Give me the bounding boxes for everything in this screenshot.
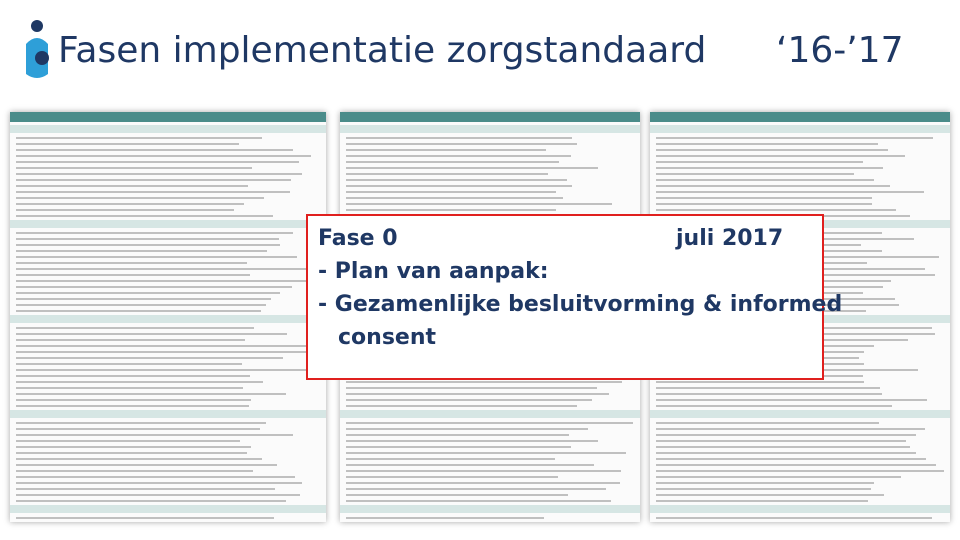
- doc-text-line: [656, 381, 864, 383]
- doc-text-line: [346, 434, 569, 436]
- doc-text-line: [346, 399, 592, 401]
- doc-text-line: [656, 494, 884, 496]
- doc-section-bar: [10, 315, 326, 323]
- doc-text-line: [16, 143, 239, 145]
- doc-text-line: [346, 167, 598, 169]
- doc-text-line: [16, 464, 277, 466]
- doc-section-bar: [10, 505, 326, 513]
- doc-text-line: [346, 494, 568, 496]
- doc-text-line: [346, 173, 548, 175]
- doc-text-line: [16, 357, 283, 359]
- doc-text-line: [16, 440, 240, 442]
- doc-text-line: [656, 488, 871, 490]
- doc-text-line: [656, 405, 892, 407]
- doc-section-bar: [340, 505, 640, 513]
- doc-text-line: [346, 155, 571, 157]
- doc-text-line: [346, 517, 544, 519]
- doc-text-line: [656, 179, 874, 181]
- doc-text-line: [16, 161, 299, 163]
- doc-text-line: [16, 185, 248, 187]
- doc-text-line: [16, 197, 264, 199]
- doc-text-line: [346, 203, 612, 205]
- doc-text-line: [16, 458, 262, 460]
- doc-text-line: [346, 197, 563, 199]
- doc-text-line: [16, 250, 267, 252]
- doc-text-line: [16, 256, 297, 258]
- callout-item-plan: - Plan van aanpak:: [318, 259, 549, 284]
- doc-text-line: [16, 339, 245, 341]
- doc-text-line: [346, 428, 588, 430]
- doc-text-line: [16, 375, 250, 377]
- phase-callout: [306, 214, 843, 380]
- doc-text-line: [16, 203, 244, 205]
- doc-text-line: [16, 428, 260, 430]
- callout-item-consent: consent: [338, 325, 437, 350]
- doc-text-line: [16, 452, 247, 454]
- doc-text-line: [656, 517, 932, 519]
- doc-section-bar: [340, 125, 640, 133]
- callout-item-besluitvorming: - Gezamenlijke besluitvorming & informed: [318, 292, 843, 317]
- doc-text-line: [656, 434, 916, 436]
- callout-date: juli 2017: [676, 226, 784, 251]
- doc-text-line: [16, 327, 254, 329]
- doc-text-line: [346, 185, 572, 187]
- doc-text-line: [346, 422, 633, 424]
- doc-text-line: [656, 500, 868, 502]
- doc-header-bar: [650, 112, 950, 122]
- doc-text-line: [16, 470, 253, 472]
- doc-text-line: [16, 333, 287, 335]
- doc-text-line: [16, 232, 293, 234]
- doc-text-line: [16, 137, 262, 139]
- doc-text-line: [346, 137, 572, 139]
- doc-text-line: [16, 304, 266, 306]
- doc-text-line: [16, 422, 266, 424]
- doc-text-line: [16, 399, 251, 401]
- doc-text-line: [656, 458, 926, 460]
- doc-text-line: [656, 470, 944, 472]
- doc-text-line: [16, 268, 309, 270]
- doc-text-line: [16, 155, 311, 157]
- doc-text-line: [656, 422, 879, 424]
- doc-text-line: [656, 209, 896, 211]
- doc-text-line: [16, 363, 242, 365]
- doc-text-line: [656, 393, 882, 395]
- doc-text-line: [16, 238, 279, 240]
- doc-text-line: [656, 428, 925, 430]
- doc-text-line: [16, 280, 316, 282]
- period-label: ‘16-’17: [776, 30, 904, 71]
- doc-text-line: [656, 464, 936, 466]
- doc-text-line: [16, 310, 261, 312]
- doc-text-line: [346, 405, 577, 407]
- doc-text-line: [656, 197, 872, 199]
- doc-text-line: [656, 173, 854, 175]
- doc-text-line: [656, 161, 863, 163]
- doc-section-bar: [650, 410, 950, 418]
- doc-text-line: [346, 458, 555, 460]
- doc-text-line: [346, 476, 558, 478]
- doc-text-line: [346, 488, 606, 490]
- doc-text-line: [346, 393, 609, 395]
- doc-text-line: [16, 149, 293, 151]
- doc-section-bar: [650, 505, 950, 513]
- doc-text-line: [656, 167, 883, 169]
- doc-text-line: [656, 191, 924, 193]
- doc-text-line: [16, 179, 291, 181]
- doc-text-line: [656, 399, 927, 401]
- doc-text-line: [16, 215, 273, 217]
- doc-text-line: [16, 369, 312, 371]
- doc-text-line: [346, 482, 620, 484]
- doc-text-line: [656, 452, 916, 454]
- doc-text-line: [16, 500, 286, 502]
- doc-section-bar: [10, 220, 326, 228]
- callout-phase: Fase 0: [318, 226, 398, 251]
- doc-text-line: [16, 446, 251, 448]
- doc-text-line: [346, 381, 622, 383]
- doc-text-line: [346, 191, 556, 193]
- doc-text-line: [656, 446, 910, 448]
- doc-header-bar: [10, 112, 326, 122]
- doc-text-line: [16, 476, 295, 478]
- doc-text-line: [16, 405, 249, 407]
- doc-text-line: [16, 434, 293, 436]
- doc-text-line: [656, 155, 905, 157]
- doc-text-line: [656, 203, 872, 205]
- doc-text-line: [346, 161, 559, 163]
- doc-text-line: [16, 244, 280, 246]
- doc-text-line: [346, 452, 626, 454]
- doc-text-line: [16, 191, 290, 193]
- doc-text-line: [656, 137, 933, 139]
- doc-section-bar: [10, 410, 326, 418]
- doc-text-line: [16, 173, 302, 175]
- doc-text-line: [16, 494, 300, 496]
- doc-text-line: [346, 500, 611, 502]
- doc-text-line: [16, 274, 250, 276]
- doc-text-line: [16, 167, 252, 169]
- doc-text-line: [16, 517, 274, 519]
- doc-text-line: [656, 143, 878, 145]
- doc-text-line: [16, 351, 314, 353]
- doc-text-line: [16, 387, 243, 389]
- doc-text-line: [16, 345, 317, 347]
- doc-text-line: [346, 209, 556, 211]
- doc-text-line: [346, 143, 577, 145]
- doc-text-line: [16, 488, 275, 490]
- doc-text-line: [16, 393, 286, 395]
- doc-text-line: [656, 387, 880, 389]
- doc-text-line: [346, 179, 567, 181]
- doc-text-line: [656, 476, 901, 478]
- doc-text-line: [346, 440, 598, 442]
- doc-text-line: [16, 209, 234, 211]
- doc-text-line: [346, 470, 621, 472]
- doc-section-bar: [650, 125, 950, 133]
- document-snippet-left: [10, 112, 326, 522]
- doc-text-line: [16, 262, 247, 264]
- doc-text-line: [346, 446, 571, 448]
- doc-section-bar: [340, 410, 640, 418]
- doc-text-line: [16, 482, 302, 484]
- doc-text-line: [346, 149, 546, 151]
- doc-text-line: [16, 292, 280, 294]
- doc-text-line: [346, 387, 597, 389]
- doc-text-line: [346, 464, 594, 466]
- doc-text-line: [16, 286, 292, 288]
- doc-section-bar: [10, 125, 326, 133]
- doc-text-line: [656, 149, 888, 151]
- doc-text-line: [656, 440, 906, 442]
- logo-icon: [20, 18, 54, 88]
- doc-header-bar: [340, 112, 640, 122]
- doc-text-line: [656, 185, 890, 187]
- page-title: Fasen implementatie zorgstandaard: [58, 30, 707, 71]
- doc-text-line: [656, 482, 874, 484]
- doc-text-line: [16, 298, 271, 300]
- doc-text-line: [16, 381, 263, 383]
